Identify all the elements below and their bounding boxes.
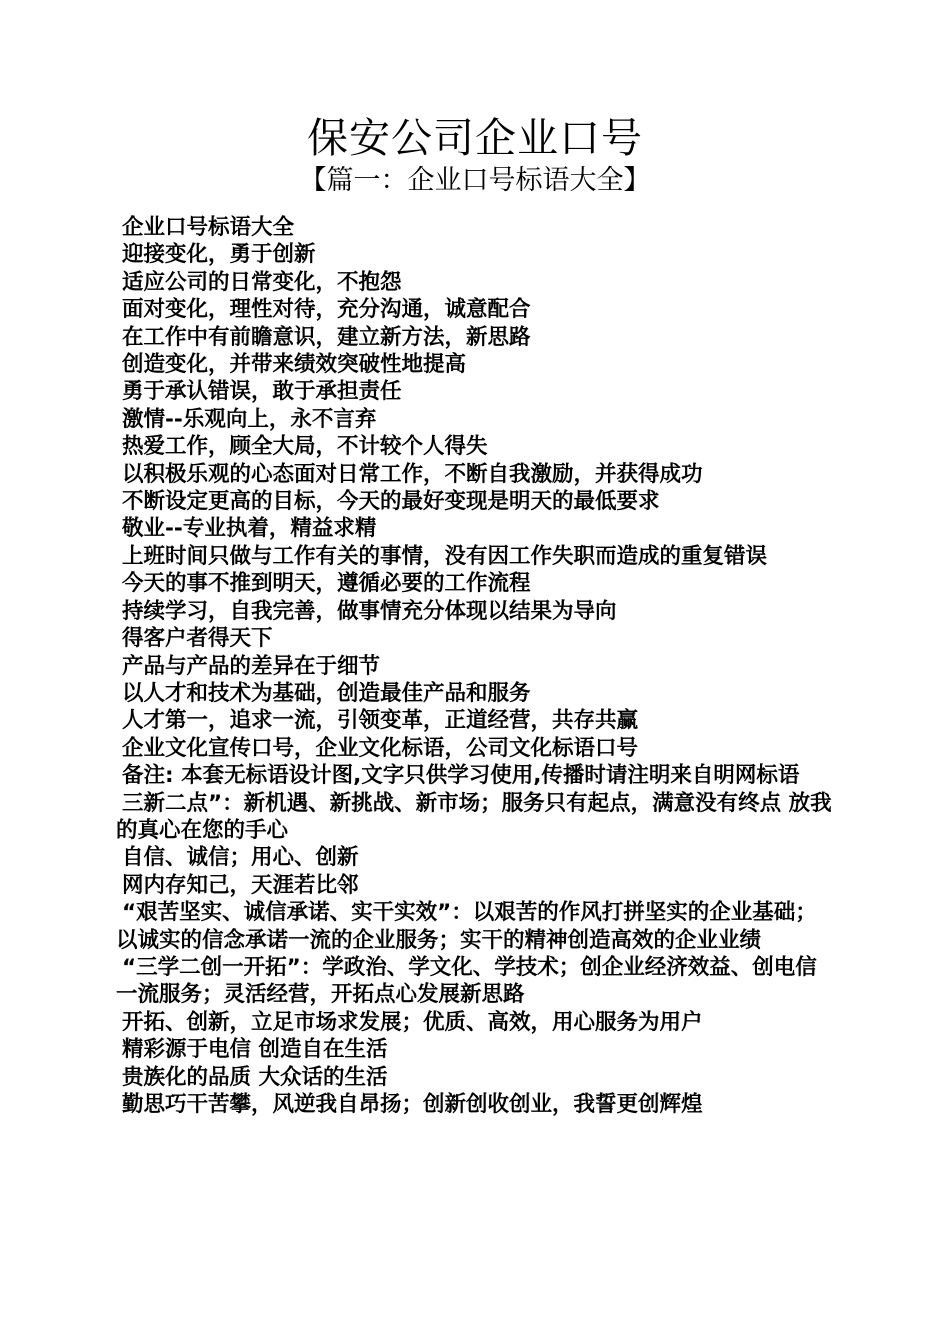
slogan-line: 自信、诚信；用心、创新 [122,845,359,871]
slogan-line: 热爱工作，顾全大局，不计较个人得失 [122,434,488,460]
slogan-line: 在工作中有前瞻意识，建立新方法，新思路 [122,324,531,350]
slogan-line: 网内存知己，天涯若比邻 [122,872,359,898]
slogan-line: 备注: 本套无标语设计图,文字只供学习使用,传播时请注明来自明网标语 [122,763,800,789]
slogan-line: 迎接变化，勇于创新 [122,242,316,268]
slogan-line: 以积极乐观的心态面对日常工作，不断自我激励，并获得成功 [122,461,703,487]
slogan-line: 企业文化宣传口号，企业文化标语，公司文化标语口号 [122,735,639,761]
slogan-line: 勇于承认错误，敢于承担责任 [122,379,402,405]
slogan-line: “三学二创一开拓”：学政治、学文化、学技术；创企业经济效益、创电信一流服务；灵活经营，开拓点心发展新思路 [116,954,817,1008]
slogan-line: 创造变化，并带来绩效突破性地提高 [122,352,467,378]
document-subtitle: 【篇一：企业口号标语大全】 [299,165,651,196]
document-title: 保安公司企业口号 [307,114,643,162]
slogan-line: 激情--乐观向上，永不言弃 [122,406,377,432]
slogan-line: 不断设定更高的目标，今天的最好变现是明天的最低要求 [122,489,660,515]
slogan-line: 持续学习，自我完善，做事情充分体现以结果为导向 [122,598,617,624]
slogan-line: 贵族化的品质 大众话的生活 [122,1064,388,1090]
slogan-line: 精彩源于电信 创造自在生活 [122,1037,388,1063]
slogan-line: 面对变化，理性对待，充分沟通，诚意配合 [122,297,531,323]
slogan-line: 得客户者得天下 [122,626,273,652]
slogan-line: 企业口号标语大全 [122,215,295,240]
slogan-line: 敬业--专业执着，精益求精 [122,516,377,542]
slogan-line: 产品与产品的差异在于细节 [122,653,381,679]
slogan-line: 以人才和技术为基础，创造最佳产品和服务 [122,680,531,706]
slogan-list [116,214,838,1118]
slogan-line: “艰苦坚实、诚信承诺、实干实效”：以艰苦的作风打拼坚实的企业基础；以诚实的信念承诺一流的企业服务；实干的精神创造高效的企业业绩 [116,900,817,953]
slogan-line: 适应公司的日常变化，不抱怨 [122,269,402,295]
slogan-line: 今天的事不推到明天，遵循必要的工作流程 [122,571,531,597]
slogan-line: 人才第一，追求一流，引领变革，正道经营，共存共赢 [122,708,639,734]
slogan-line: 三新二点”：新机遇、新挑战、新市场；服务只有起点，满意没有终点 放我的真心在您的手心 [116,790,832,843]
slogan-line: 上班时间只做与工作有关的事情，没有因工作失职而造成的重复错误 [122,543,768,569]
slogan-line: 开拓、创新，立足市场求发展；优质、高效，用心服务为用户 [122,1009,703,1035]
slogan-line: 勤思巧干苦攀，风逆我自昂扬；创新创收创业，我誓更创辉煌 [122,1092,703,1117]
